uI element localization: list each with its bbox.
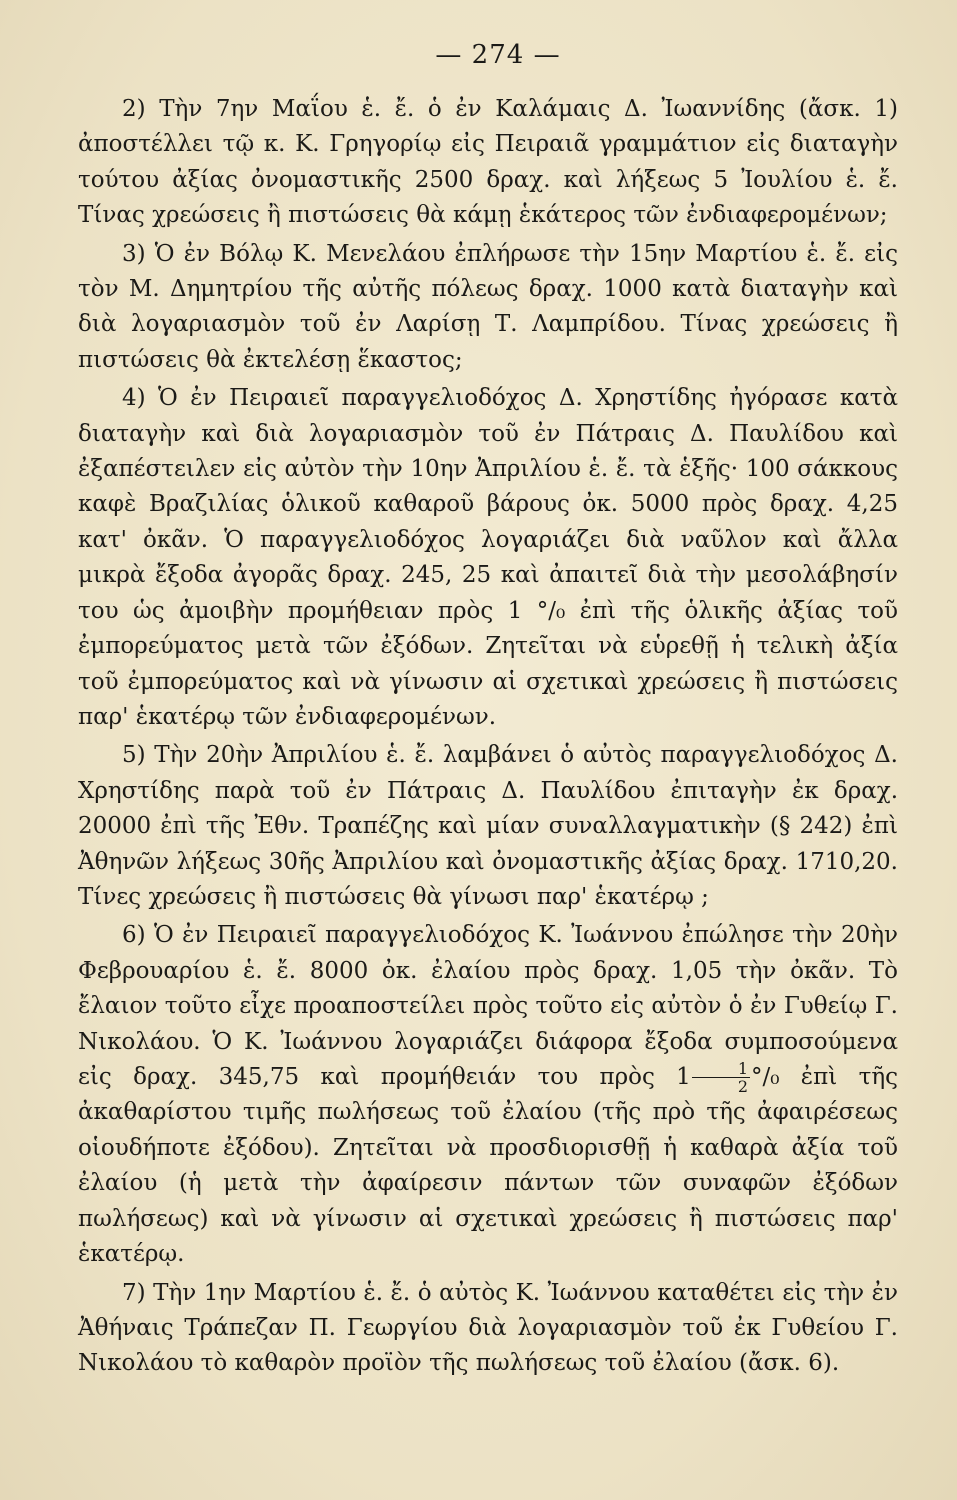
exercise-2: 2) Τὴν 7ην Μαΐου ἑ. ἔ. ὁ ἐν Καλάμαις Δ. Ἰωαννίδης (ἄσκ. 1) ἀποστέλλει τῷ κ. Κ. Γρηγορίῳ εἰς Πειραιᾶ γραμμάτιον εἰς διαταγὴν τούτου ἀξίας ὀνομαστικῆς 2500 δραχ. καὶ λήξεως 5 Ἰουλίου ἑ. ἔ. Τίνας χρεώσεις ἢ πιστώσεις θὰ κάμῃ ἑκάτερος τῶν ἐνδιαφερομένων; <box>78 96 898 229</box>
one-half-fraction <box>692 1060 750 1095</box>
exercise-5: 5) Τὴν 20ὴν Ἀπριλίου ἑ. ἔ. λαμβάνει ὁ αὐτὸς παραγγελιοδόχος Δ. Χρηστίδης παρὰ τοῦ ἐν Πάτραις Δ. Παυλίδου ἐπιταγὴν ἐκ δραχ. 20000 ἐπὶ τῆς Ἐθν. Τραπέζης καὶ μίαν συναλλαγματικὴν (§ 242) ἐπὶ Ἀθηνῶν λήξεως 30ῆς Ἀπριλίου καὶ ὀνομαστικῆς ἀξίας δραχ. 1710,20. Τίνες χρεώσεις ἢ πιστώσεις θὰ γίνωσι παρ' ἑκατέρῳ ; <box>78 742 898 910</box>
exercise-4: 4) Ὁ ἐν Πειραιεῖ παραγγελιοδόχος Δ. Χρηστίδης ἠγόρασε κατὰ διαταγὴν καὶ διὰ λογαριασμὸν τοῦ ἐν Πάτραις Δ. Παυλίδου καὶ ἐξαπέστειλεν εἰς αὐτὸν τὴν 10ην Ἀπριλίου ἑ. ἔ. τὰ ἑξῆς· 100 σάκκους καφὲ Βραζιλίας ὁλικοῦ καθαροῦ βάρους ὀκ. 5000 πρὸς δραχ. 4,25 κατ' ὀκᾶν. Ὁ παραγγελιοδόχος λογαριάζει διὰ ναῦλον καὶ ἄλλα μικρὰ ἔξοδα ἀγορᾶς δραχ. 245, 25 καὶ ἀπαιτεῖ διὰ τὴν μεσολάβησίν του ὡς ἀμοιβὴν προμήθειαν πρὸς 1 °/₀ ἐπὶ τῆς ὁλικῆς ἀξίας τοῦ ἐμπορεύματος μετὰ τῶν ἐξόδων. Ζητεῖται νὰ εὑρεθῇ ἡ τελικὴ ἀξία τοῦ ἐμπορεύματος καὶ νὰ γίνωσιν αἱ σχετικαὶ χρεώσεις ἢ πιστώσεις παρ' ἑκατέρῳ τῶν ἐνδιαφερομένων. <box>78 385 898 730</box>
page-number: — 274 — <box>435 40 561 70</box>
exercise-6-text-before: 6) Ὁ ἐν Πειραιεῖ παραγγελιοδόχος Κ. Ἰωάννου ἐπώλησε τὴν 20ὴν Φεβρουαρίου ἑ. ἔ. 8000 ὀκ. ἐλαίου πρὸς δραχ. 1,05 τὴν ὀκᾶν. Τὸ ἔλαιον τοῦτο εἶχε προαποστείλει πρὸς τοῦτο εἰς αὐτὸν ὁ ἐν Γυθείῳ Γ. Νικολάου. Ὁ Κ. Ἰωάννου λογαριάζει διάφορα ἔξοδα συμποσούμενα εἰς δραχ. 345,75 καὶ προμήθειάν του πρὸς 1 <box>78 922 898 1090</box>
document-page <box>78 40 898 1385</box>
fraction-denominator: 2 <box>737 1077 748 1097</box>
exercise-7: 7) Τὴν 1ην Μαρτίου ἑ. ἔ. ὁ αὐτὸς Κ. Ἰωάννου καταθέτει εἰς τὴν ἐν Ἀθήναις Τράπεζαν Π. Γεωργίου διὰ λογαριασμὸν τοῦ ἐκ Γυθείου Γ. Νικολάου τὸ καθαρὸν προϊὸν τῆς πωλήσεως τοῦ ἐλαίου (ἄσκ. 6). <box>78 1279 898 1377</box>
exercise-6-text-after: °/₀ ἐπὶ τῆς ἀκαθαρίστου τιμῆς πωλήσεως τοῦ ἐλαίου (τῆς πρὸ τῆς ἀφαιρέσεως οἱουδήποτε ἐξόδου). Ζητεῖται νὰ προσδιορισθῇ ἡ καθαρὰ ἀξία τοῦ ἐλαίου (ἡ μετὰ τὴν ἀφαίρεσιν πάντων τῶν συναφῶν ἐξόδων πωλήσεως) καὶ νὰ γίνωσιν αἱ σχετικαὶ χρεώσεις ἢ πιστώσεις παρ' ἑκατέρῳ. <box>78 1063 899 1268</box>
exercise-3: 3) Ὁ ἐν Βόλῳ Κ. Μενελάου ἐπλήρωσε τὴν 15ην Μαρτίου ἑ. ἔ. εἰς τὸν Μ. Δημητρίου τῆς αὐτῆς πόλεως δραχ. 1000 κατὰ διαταγὴν καὶ διὰ λογαριασμὸν τοῦ ἐν Λαρίσῃ Τ. Λαμπρίδου. Τίνας χρεώσεις ἢ πιστώσεις θὰ ἐκτελέσῃ ἕκαστος; <box>78 240 898 373</box>
exercise-6 <box>78 918 898 1272</box>
fraction-numerator: 1 <box>692 1060 750 1078</box>
